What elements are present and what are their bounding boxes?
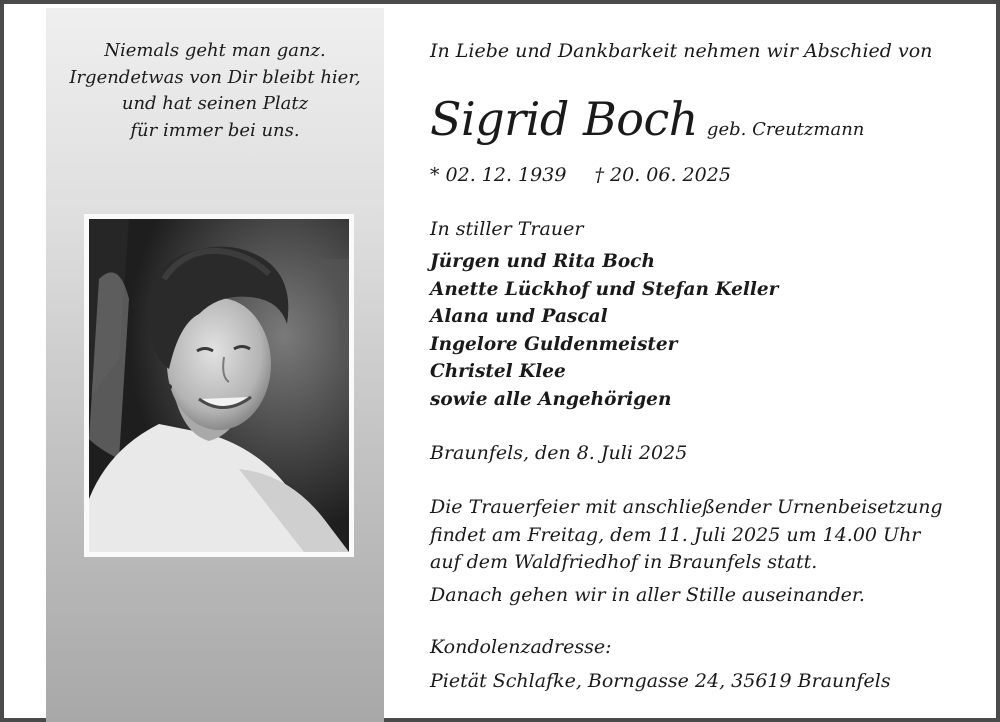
portrait-photo (84, 214, 354, 557)
birth-date: * 02. 12. 1939 (430, 164, 567, 186)
poem-line: Irgendetwas von Dir bleibt hier, (69, 66, 361, 88)
poem (46, 38, 384, 144)
ceremony-line: Die Trauerfeier mit anschließender Urnenbeisetzung (430, 496, 943, 518)
mourner: Ingelore Guldenmeister (430, 333, 678, 355)
mourner: sowie alle Angehörigen (430, 388, 672, 410)
ceremony-line: findet am Freitag, dem 11. Juli 2025 um 14.00 Uhr (430, 523, 921, 546)
mourning-label: In stiller Trauer (430, 218, 584, 240)
mourners-list (430, 248, 778, 413)
closing-text: Danach gehen wir in aller Stille auseinander. (430, 584, 865, 606)
mourner: Christel Klee (430, 361, 566, 382)
mourner: Anette Lückhof und Stefan Keller (430, 278, 779, 300)
portrait-illustration (89, 219, 349, 552)
ceremony-info (430, 494, 943, 577)
condolence-address: Pietät Schlafke, Borngasse 24, 35619 Braunfels (430, 670, 891, 692)
place-date: Braunfels, den 8. Juli 2025 (430, 442, 688, 464)
mourner: Alana und Pascal (430, 306, 608, 327)
life-dates (430, 164, 731, 186)
intro-text: In Liebe und Dankbarkeit nehmen wir Abschied von (430, 40, 933, 62)
deceased-name-row (430, 92, 864, 146)
mourner: Jürgen und Rita Boch (430, 251, 655, 272)
deceased-name: Sigrid Boch (430, 92, 698, 146)
birth-name: geb. Creutzmann (706, 119, 865, 140)
poem-line: für immer bei uns. (130, 119, 300, 141)
death-date: † 20. 06. 2025 (594, 164, 731, 186)
ceremony-line: auf dem Waldfriedhof in Braunfels statt. (430, 551, 818, 573)
poem-line: und hat seinen Platz (121, 93, 309, 114)
condolence-label: Kondolenzadresse: (430, 636, 612, 658)
poem-line: Niemals geht man ganz. (104, 40, 326, 61)
